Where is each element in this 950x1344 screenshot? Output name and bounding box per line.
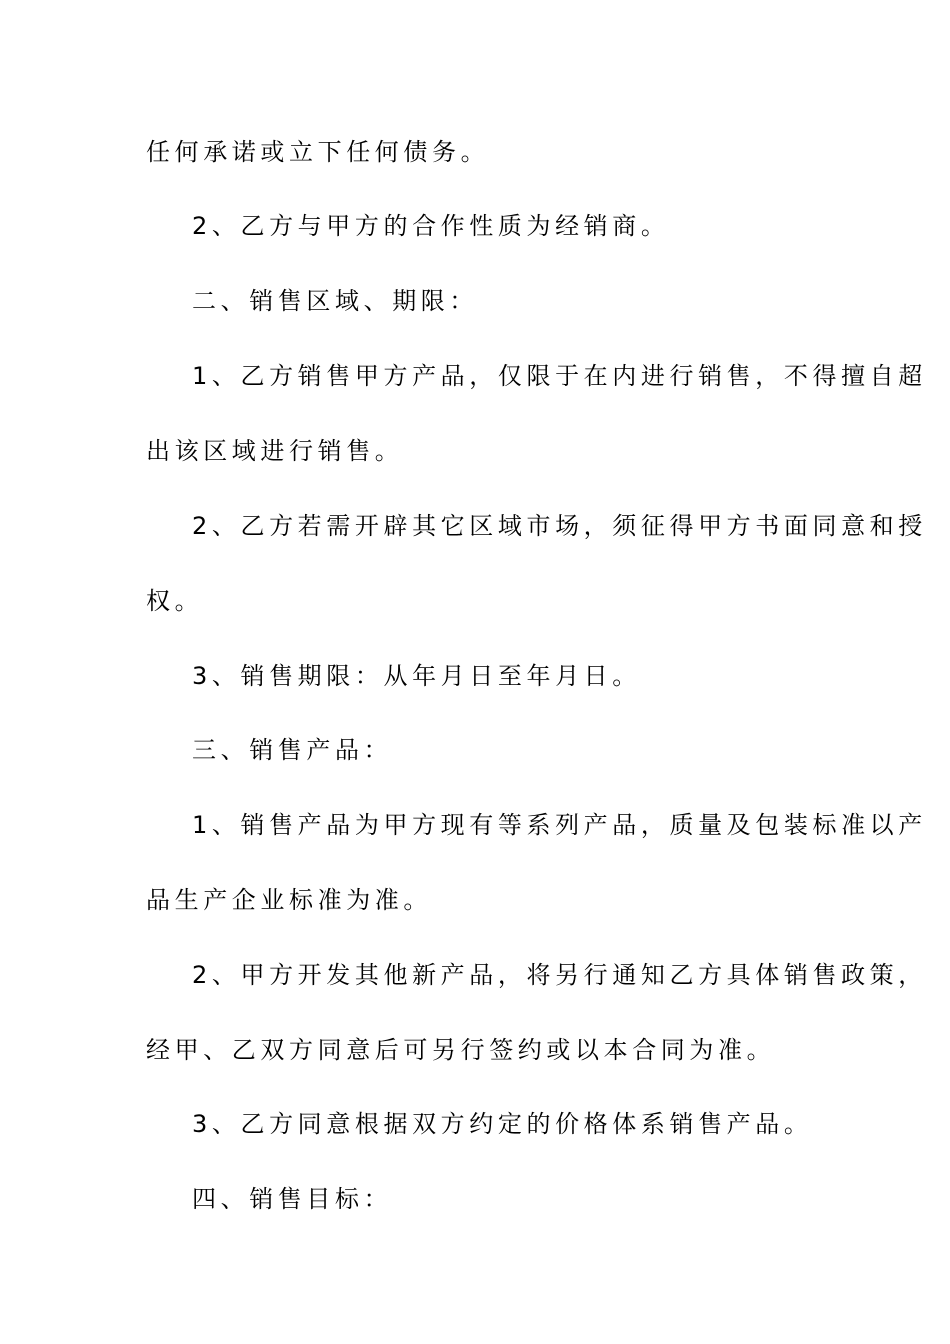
text-line-2: 2、乙方与甲方的合作性质为经销商。 (192, 212, 670, 240)
text-line-1: 任何承诺或立下任何债务。 (146, 138, 490, 166)
text-line-11: 品生产企业标准为准。 (146, 886, 432, 914)
section-heading-2: 二、销售区域、期限： (192, 287, 478, 315)
text-line-5: 出该区域进行销售。 (146, 437, 404, 465)
text-line-10: 1、销售产品为甲方现有等系列产品，质量及包装标准以产 (192, 811, 927, 839)
section-heading-3: 三、销售产品： (192, 736, 393, 764)
text-line-14: 3、乙方同意根据双方约定的价格体系销售产品。 (192, 1110, 813, 1138)
text-line-4: 1、乙方销售甲方产品，仅限于在内进行销售，不得擅自超 (192, 362, 927, 390)
text-line-12: 2、甲方开发其他新产品，将另行通知乙方具体销售政策， (192, 961, 927, 989)
text-line-7: 权。 (146, 587, 204, 615)
section-heading-4: 四、销售目标： (192, 1185, 393, 1213)
text-line-6: 2、乙方若需开辟其它区域市场，须征得甲方书面同意和授 (192, 512, 927, 540)
text-line-13: 经甲、乙双方同意后可另行签约或以本合同为准。 (146, 1036, 776, 1064)
text-line-8: 3、销售期限：从年月日至年月日。 (192, 662, 641, 690)
